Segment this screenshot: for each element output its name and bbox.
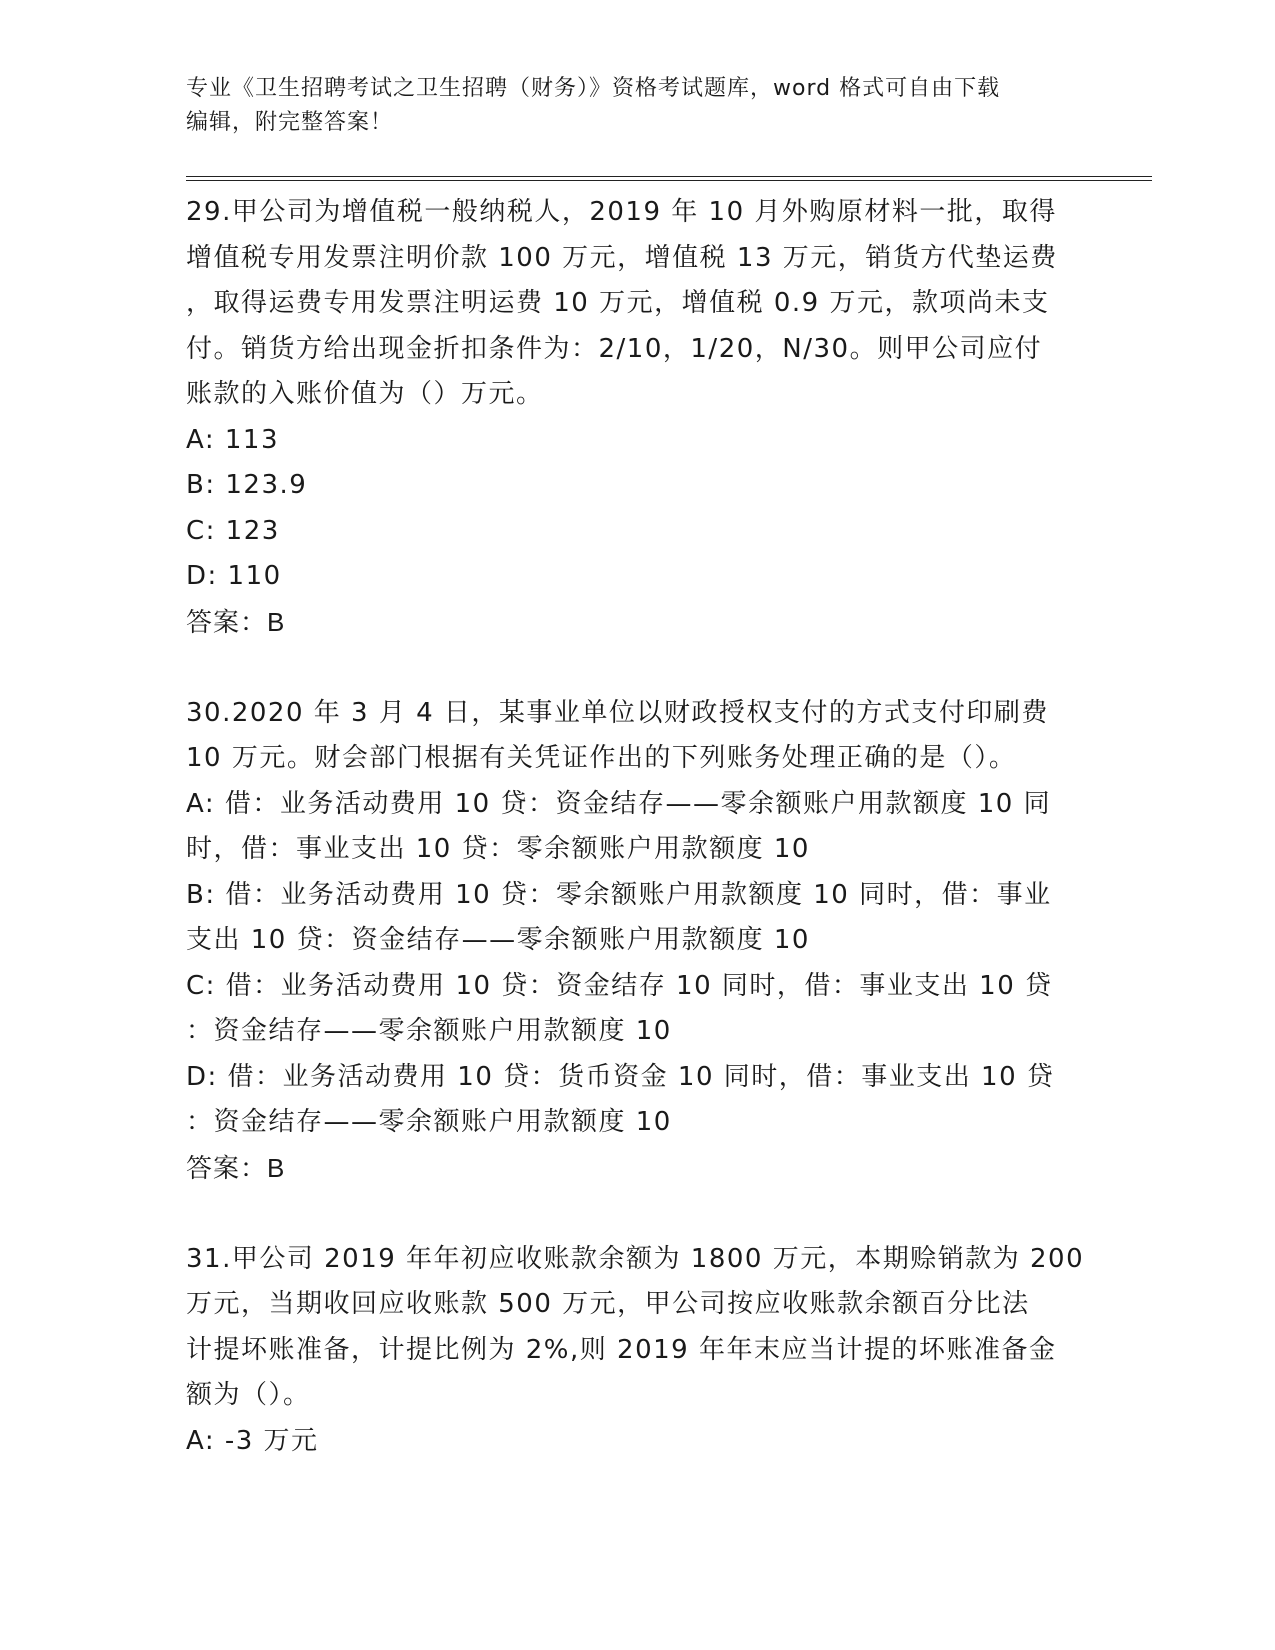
question-text-line: 10 万元。财会部门根据有关凭证作出的下列账务处理正确的是（）。 (186, 743, 1017, 773)
option-a-continued: 时，借：事业支出 10 贷：零余额账户用款额度 10 (186, 834, 810, 864)
option-a: A: 113 (186, 424, 279, 455)
question-29 (186, 190, 1086, 645)
question-31 (186, 1237, 1086, 1465)
option-a: A: 借：业务活动费用 10 贷：资金结存——零余额账户用款额度 10 同 (186, 788, 1052, 819)
question-text-line: 万元，当期收回应收账款 500 万元，甲公司按应收账款余额百分比法 (186, 1289, 1030, 1319)
option-d-continued: ：资金结存——零余额账户用款额度 10 (186, 1107, 672, 1137)
header-line-2: 编辑，附完整答案！ (186, 110, 394, 135)
option-c: C: 123 (186, 515, 280, 546)
option-d: D: 110 (186, 561, 282, 591)
option-b-continued: 支出 10 贷：资金结存——零余额账户用款额度 10 (186, 925, 810, 955)
question-30 (186, 691, 1086, 1192)
question-text-line: 付。销货方给出现金折扣条件为：2/10，1/20，N/30。则甲公司应付 (186, 333, 1043, 364)
question-text-line: 30.2020 年 3 月 4 日，某事业单位以财政授权支付的方式支付印刷费 (186, 697, 1049, 728)
question-text-line: 31.甲公司 2019 年年初应收账款余额为 1800 万元，本期赊销款为 200 (186, 1243, 1085, 1274)
answer-label: 答案：B (186, 1152, 286, 1183)
header-divider (186, 176, 1152, 181)
document-header (186, 72, 1086, 140)
spacer (186, 1191, 1086, 1237)
question-text-line: ，取得运费专用发票注明运费 10 万元，增值税 0.9 万元，款项尚未支 (186, 288, 1050, 318)
option-b: B: 借：业务活动费用 10 贷：零余额账户用款额度 10 同时，借：事业 (186, 879, 1052, 910)
option-a: A: -3 万元 (186, 1425, 319, 1456)
option-b: B: 123.9 (186, 470, 308, 500)
answer-label: 答案：B (186, 606, 286, 637)
question-text-line: 账款的入账价值为（）万元。 (186, 379, 544, 409)
option-c: C: 借：业务活动费用 10 贷：资金结存 10 同时，借：事业支出 10 贷 (186, 970, 1053, 1001)
question-text-line: 29.甲公司为增值税一般纳税人，2019 年 10 月外购原材料一批，取得 (186, 197, 1057, 227)
header-line-1: 专业《卫生招聘考试之卫生招聘（财务）》资格考试题库，word 格式可自由下载 (186, 76, 1001, 101)
option-d: D: 借：业务活动费用 10 贷：货币资金 10 同时，借：事业支出 10 贷 (186, 1061, 1055, 1092)
question-text-line: 增值税专用发票注明价款 100 万元，增值税 13 万元，销货方代垫运费 (186, 242, 1058, 273)
question-text-line: 计提坏账准备，计提比例为 2%,则 2019 年年末应当计提的坏账准备金 (186, 1334, 1057, 1365)
question-list (186, 190, 1086, 1464)
option-c-continued: ：资金结存——零余额账户用款额度 10 (186, 1016, 672, 1046)
spacer (186, 645, 1086, 691)
question-text-line: 额为（）。 (186, 1380, 311, 1410)
